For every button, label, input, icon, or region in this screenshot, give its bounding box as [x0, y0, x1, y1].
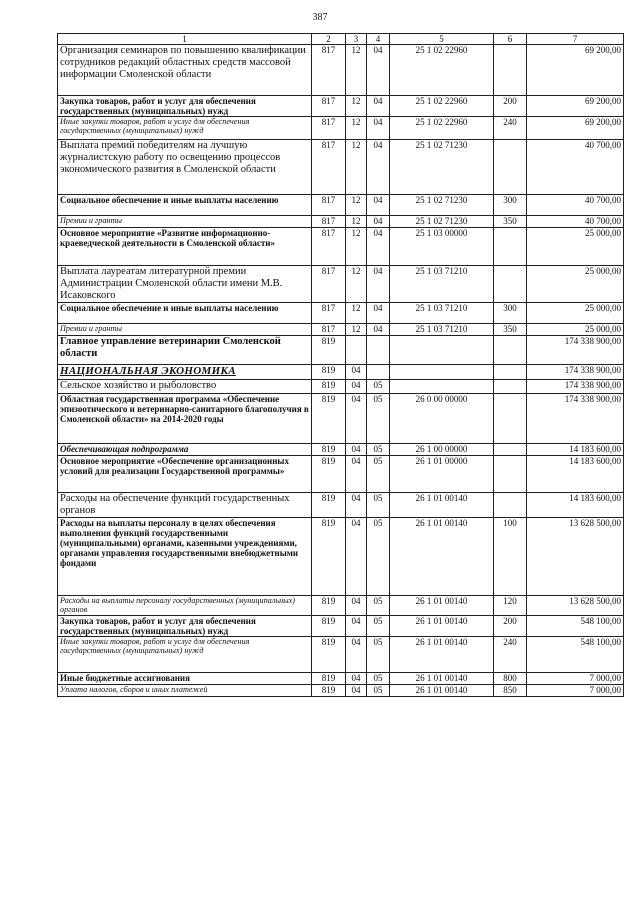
row-subsection-code: 05: [367, 595, 390, 615]
table-header-row: [58, 34, 624, 45]
row-target-code: 25 1 02 71230: [390, 216, 494, 228]
row-subsection-code: 04: [367, 45, 390, 96]
row-amount: 25 000,00: [527, 324, 624, 336]
row-section-code: 04: [346, 517, 367, 595]
table-row: [58, 517, 624, 595]
header-col-3: 3: [346, 34, 367, 45]
table-row: [58, 672, 624, 684]
row-ministry-code: 819: [312, 672, 346, 684]
row-ministry-code: 817: [312, 117, 346, 140]
row-section-code: 04: [346, 456, 367, 493]
row-expense-type: [494, 365, 527, 380]
row-section-code: 12: [346, 140, 367, 195]
table-row: [58, 303, 624, 324]
row-section-code: 04: [346, 636, 367, 672]
row-section-code: 04: [346, 380, 367, 394]
row-ministry-code: 817: [312, 216, 346, 228]
row-name-cell: Расходы на выплаты персоналу государственных (муниципальных) органов: [58, 595, 312, 615]
row-section-code: 12: [346, 228, 367, 266]
row-expense-type: 350: [494, 324, 527, 336]
row-ministry-code: 817: [312, 324, 346, 336]
table-row: [58, 140, 624, 195]
row-amount: 25 000,00: [527, 303, 624, 324]
row-expense-type: 300: [494, 195, 527, 216]
row-expense-type: 850: [494, 684, 527, 696]
row-subsection-code: 04: [367, 195, 390, 216]
row-ministry-code: 819: [312, 365, 346, 380]
row-expense-type: [494, 45, 527, 96]
table-row: [58, 228, 624, 266]
row-amount: 14 183 600,00: [527, 444, 624, 456]
row-name-cell: Иные закупки товаров, работ и услуг для обеспечения государственных (муниципальных) нужд: [58, 636, 312, 672]
row-expense-type: 120: [494, 595, 527, 615]
row-name-cell: Обеспечивающая подпрограмма: [58, 444, 312, 456]
row-target-code: 25 1 02 22960: [390, 45, 494, 96]
row-expense-type: [494, 444, 527, 456]
row-ministry-code: 817: [312, 266, 346, 303]
row-subsection-code: [367, 336, 390, 365]
row-subsection-code: 05: [367, 444, 390, 456]
table-row: [58, 456, 624, 493]
row-target-code: 26 1 01 00140: [390, 517, 494, 595]
row-name-cell: Выплата лауреатам литературной премии Администрации Смоленской области имени М.В. Исаковского: [58, 266, 312, 303]
budget-table-body: [58, 34, 624, 697]
row-ministry-code: 819: [312, 636, 346, 672]
table-row: [58, 266, 624, 303]
row-expense-type: 800: [494, 672, 527, 684]
row-amount: 548 100,00: [527, 615, 624, 636]
row-subsection-code: 05: [367, 672, 390, 684]
row-name-cell: Премии и гранты: [58, 324, 312, 336]
header-col-5: 5: [390, 34, 494, 45]
row-amount: 174 338 900,00: [527, 336, 624, 365]
row-target-code: [390, 365, 494, 380]
row-ministry-code: 819: [312, 456, 346, 493]
row-section-code: 12: [346, 324, 367, 336]
row-amount: 25 000,00: [527, 266, 624, 303]
row-subsection-code: 05: [367, 615, 390, 636]
row-amount: 40 700,00: [527, 216, 624, 228]
row-amount: 40 700,00: [527, 140, 624, 195]
table-row: [58, 96, 624, 117]
table-row: [58, 444, 624, 456]
row-amount: 548 100,00: [527, 636, 624, 672]
row-ministry-code: 819: [312, 595, 346, 615]
table-row: [58, 365, 624, 380]
table-row: [58, 684, 624, 696]
row-target-code: 26 1 01 00000: [390, 456, 494, 493]
row-amount: 69 200,00: [527, 96, 624, 117]
header-col-2: 2: [312, 34, 346, 45]
row-section-code: 12: [346, 96, 367, 117]
row-expense-type: [494, 380, 527, 394]
row-section-code: 04: [346, 672, 367, 684]
row-ministry-code: 819: [312, 444, 346, 456]
row-expense-type: [494, 456, 527, 493]
header-col-4: 4: [367, 34, 390, 45]
row-ministry-code: 819: [312, 380, 346, 394]
row-expense-type: 240: [494, 117, 527, 140]
row-section-code: 12: [346, 117, 367, 140]
row-ministry-code: 819: [312, 336, 346, 365]
row-ministry-code: 817: [312, 303, 346, 324]
row-target-code: [390, 336, 494, 365]
row-expense-type: [494, 266, 527, 303]
row-ministry-code: 819: [312, 615, 346, 636]
row-subsection-code: 04: [367, 303, 390, 324]
table-row: [58, 216, 624, 228]
row-name-cell: Главное управление ветеринарии Смоленской области: [58, 336, 312, 365]
row-expense-type: [494, 493, 527, 518]
row-target-code: 25 1 02 71230: [390, 140, 494, 195]
header-col-6: 6: [494, 34, 527, 45]
row-name-cell: Основное мероприятие «Развитие информационно-краеведческой деятельности в Смоленской области»: [58, 228, 312, 266]
row-expense-type: 200: [494, 615, 527, 636]
row-target-code: 25 1 02 71230: [390, 195, 494, 216]
row-subsection-code: [367, 365, 390, 380]
row-target-code: 26 1 01 00140: [390, 615, 494, 636]
row-subsection-code: 05: [367, 394, 390, 444]
row-target-code: 26 0 00 00000: [390, 394, 494, 444]
row-subsection-code: 04: [367, 117, 390, 140]
row-name-cell: Расходы на выплаты персоналу в целях обеспечения выполнения функций государственными (муниципальными) органами, казенными учреждениями, органами управления государственными внебюджетными фондами: [58, 517, 312, 595]
page-number: 387: [312, 12, 328, 23]
row-section-code: 04: [346, 365, 367, 380]
row-target-code: 25 1 03 71210: [390, 324, 494, 336]
row-name-cell: Иные бюджетные ассигнования: [58, 672, 312, 684]
row-section-code: 04: [346, 684, 367, 696]
table-row: [58, 380, 624, 394]
row-section-code: 12: [346, 195, 367, 216]
row-amount: 14 183 600,00: [527, 456, 624, 493]
row-name-cell: Расходы на обеспечение функций государственных органов: [58, 493, 312, 518]
row-target-code: 25 1 03 71210: [390, 303, 494, 324]
row-ministry-code: 819: [312, 394, 346, 444]
row-section-code: [346, 336, 367, 365]
row-name-cell: Социальное обеспечение и иные выплаты населению: [58, 303, 312, 324]
row-name-cell: Основное мероприятие «Обеспечение организационных условий для реализации Государственной программы»: [58, 456, 312, 493]
row-amount: 174 338 900,00: [527, 365, 624, 380]
table-row: [58, 195, 624, 216]
row-expense-type: 350: [494, 216, 527, 228]
row-target-code: 26 1 01 00140: [390, 684, 494, 696]
row-subsection-code: 05: [367, 493, 390, 518]
row-expense-type: 200: [494, 96, 527, 117]
row-amount: 13 628 500,00: [527, 595, 624, 615]
row-amount: 174 338 900,00: [527, 380, 624, 394]
row-subsection-code: 05: [367, 636, 390, 672]
table-row: [58, 636, 624, 672]
row-amount: 7 000,00: [527, 684, 624, 696]
row-target-code: 26 1 01 00140: [390, 493, 494, 518]
row-name-cell: Уплата налогов, сборов и иных платежей: [58, 684, 312, 696]
table-row: [58, 45, 624, 96]
row-section-code: 12: [346, 266, 367, 303]
row-name-cell: Закупка товаров, работ и услуг для обеспечения государственных (муниципальных) нужд: [58, 615, 312, 636]
row-expense-type: 100: [494, 517, 527, 595]
row-section-code: 04: [346, 595, 367, 615]
row-expense-type: [494, 140, 527, 195]
row-amount: 40 700,00: [527, 195, 624, 216]
row-ministry-code: 817: [312, 45, 346, 96]
row-name-cell: Сельское хозяйство и рыболовство: [58, 380, 312, 394]
row-name-cell: Выплата премий победителям на лучшую журналистскую работу по освещению процессов экономического развития в Смоленской области: [58, 140, 312, 195]
row-amount: 14 183 600,00: [527, 493, 624, 518]
row-expense-type: [494, 228, 527, 266]
row-target-code: [390, 380, 494, 394]
row-subsection-code: 04: [367, 140, 390, 195]
row-expense-type: 240: [494, 636, 527, 672]
row-target-code: 26 1 00 00000: [390, 444, 494, 456]
row-expense-type: 300: [494, 303, 527, 324]
row-ministry-code: 817: [312, 228, 346, 266]
table-row: [58, 394, 624, 444]
table-row: [58, 324, 624, 336]
row-name-cell: НАЦИОНАЛЬНАЯ ЭКОНОМИКА: [58, 365, 312, 380]
header-col-7: 7: [527, 34, 624, 45]
row-ministry-code: 817: [312, 96, 346, 117]
table-row: [58, 493, 624, 518]
table-row: [58, 615, 624, 636]
row-subsection-code: 05: [367, 517, 390, 595]
row-ministry-code: 819: [312, 517, 346, 595]
row-amount: 13 628 500,00: [527, 517, 624, 595]
row-section-code: 12: [346, 45, 367, 96]
row-target-code: 26 1 01 00140: [390, 595, 494, 615]
row-name-cell: Иные закупки товаров, работ и услуг для обеспечения государственных (муниципальных) нужд: [58, 117, 312, 140]
row-name-cell: Социальное обеспечение и иные выплаты населению: [58, 195, 312, 216]
row-subsection-code: 05: [367, 380, 390, 394]
row-amount: 174 338 900,00: [527, 394, 624, 444]
header-col-1: 1: [58, 34, 312, 45]
row-subsection-code: 04: [367, 266, 390, 303]
row-target-code: 26 1 01 00140: [390, 672, 494, 684]
row-name-cell: Организация семинаров по повышению квалификации сотрудников редакций областных средств массовой информации Смоленской области: [58, 45, 312, 96]
row-target-code: 25 1 03 00000: [390, 228, 494, 266]
row-section-code: 04: [346, 444, 367, 456]
row-subsection-code: 04: [367, 96, 390, 117]
row-expense-type: [494, 394, 527, 444]
row-section-code: 12: [346, 303, 367, 324]
row-section-code: 04: [346, 493, 367, 518]
row-section-code: 04: [346, 394, 367, 444]
row-ministry-code: 819: [312, 684, 346, 696]
row-ministry-code: 817: [312, 195, 346, 216]
row-target-code: 25 1 03 71210: [390, 266, 494, 303]
row-amount: 7 000,00: [527, 672, 624, 684]
row-ministry-code: 819: [312, 493, 346, 518]
table-row: [58, 336, 624, 365]
table-row: [58, 117, 624, 140]
row-amount: 69 200,00: [527, 45, 624, 96]
row-subsection-code: 04: [367, 228, 390, 266]
row-subsection-code: 04: [367, 216, 390, 228]
row-expense-type: [494, 336, 527, 365]
row-section-code: 12: [346, 216, 367, 228]
row-target-code: 26 1 01 00140: [390, 636, 494, 672]
table-row: [58, 595, 624, 615]
row-name-cell: Премии и гранты: [58, 216, 312, 228]
row-amount: 25 000,00: [527, 228, 624, 266]
row-name-cell: Закупка товаров, работ и услуг для обеспечения государственных (муниципальных) нужд: [58, 96, 312, 117]
row-subsection-code: 04: [367, 324, 390, 336]
row-subsection-code: 05: [367, 456, 390, 493]
row-target-code: 25 1 02 22960: [390, 117, 494, 140]
row-ministry-code: 817: [312, 140, 346, 195]
row-subsection-code: 05: [367, 684, 390, 696]
row-target-code: 25 1 02 22960: [390, 96, 494, 117]
budget-table: [57, 33, 624, 697]
row-name-cell: Областная государственная программа «Обеспечение эпизоотического и ветеринарно-санитарного благополучия в Смоленской области» на 2014-2020 годы: [58, 394, 312, 444]
row-section-code: 04: [346, 615, 367, 636]
row-amount: 69 200,00: [527, 117, 624, 140]
